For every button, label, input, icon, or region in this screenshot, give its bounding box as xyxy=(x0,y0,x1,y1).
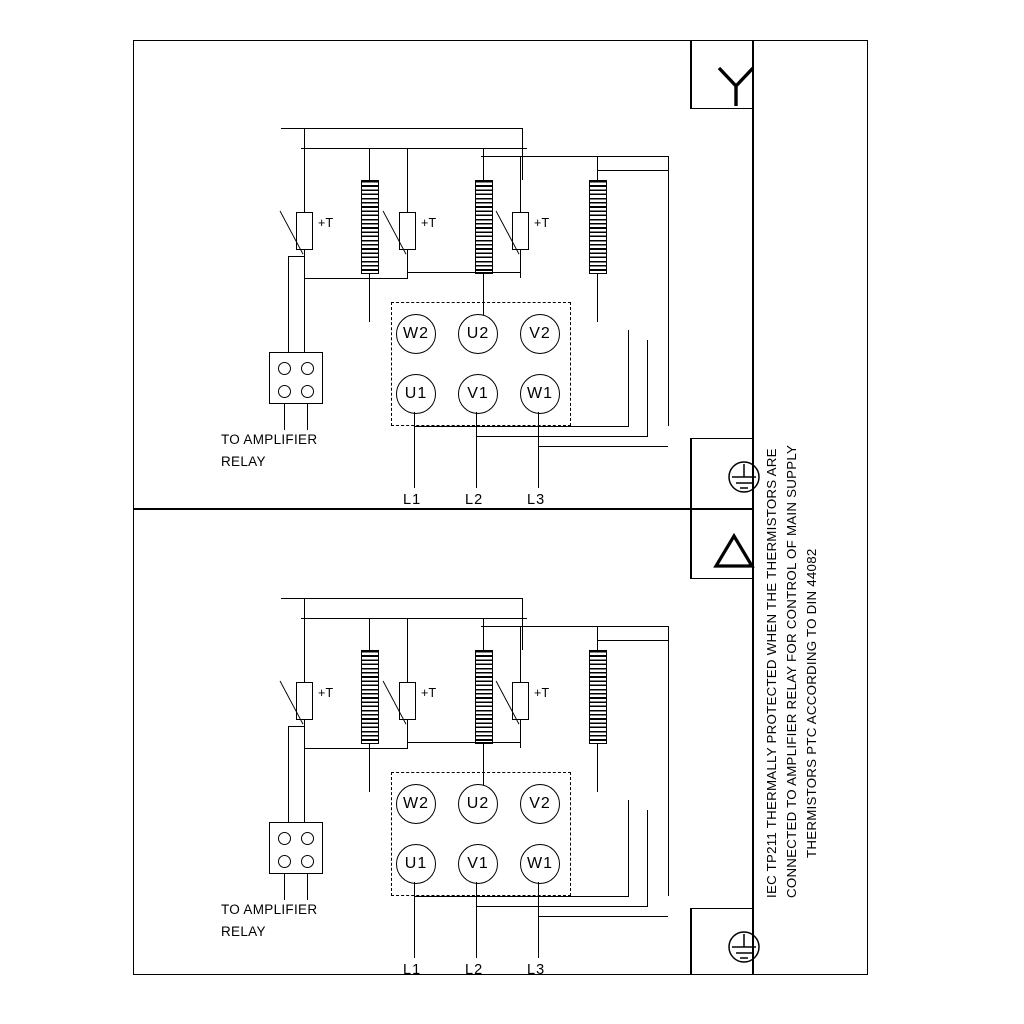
coil-v xyxy=(589,180,607,274)
connbox-lead-1 xyxy=(284,404,285,430)
phase-return-3 xyxy=(538,446,668,447)
therm-return-h xyxy=(288,256,304,257)
wye-symbol xyxy=(713,62,759,108)
feeder-3-h xyxy=(369,148,483,149)
feeder-1-h xyxy=(281,598,523,599)
feeder-1-v xyxy=(522,598,523,650)
therm-link-12 xyxy=(304,278,408,279)
thermistor-1 xyxy=(296,212,313,250)
terminal-u2: U2 xyxy=(458,784,498,824)
terminal-v2: V2 xyxy=(520,784,560,824)
therm-1-bottom-wire xyxy=(304,720,305,830)
feeder-4-v xyxy=(668,156,669,426)
connector-dot-1 xyxy=(278,362,291,375)
connector-dot-4 xyxy=(301,385,314,398)
note-line-3: THERMISTORS PTC ACCORDING TO DIN 44082 xyxy=(804,548,819,858)
thermistor-3-label: +T xyxy=(534,216,550,230)
feeder-2-v xyxy=(369,618,370,650)
terminal-u2: U2 xyxy=(458,314,498,354)
feeder-5-v xyxy=(597,156,598,180)
connbox-lead-2 xyxy=(307,404,308,430)
terminal-u1: U1 xyxy=(396,844,436,884)
phase-return-1 xyxy=(414,896,629,897)
connbox-lead-1 xyxy=(284,874,285,900)
terminal-v1: V1 xyxy=(458,374,498,414)
thermistor-3 xyxy=(512,682,529,720)
note-line-2: CONNECTED TO AMPLIFIER RELAY FOR CONTROL OF MAIN SUPPLY xyxy=(784,444,799,898)
coil-v xyxy=(589,650,607,744)
terminal-v2: V2 xyxy=(520,314,560,354)
coil-v-lead xyxy=(597,274,598,322)
connbox-lead-2 xyxy=(307,874,308,900)
therm-2-top-wire xyxy=(407,618,408,682)
delta-symbol xyxy=(713,532,755,570)
feeder-3-v xyxy=(483,618,484,650)
feeder-6-h xyxy=(597,170,669,171)
phase-l1-wire xyxy=(414,412,415,488)
therm-link-23 xyxy=(407,272,521,273)
feeder-6-h xyxy=(597,640,669,641)
feeder-3-h xyxy=(369,618,483,619)
column-divider xyxy=(752,40,754,975)
thermistor-3-label: +T xyxy=(534,686,550,700)
thermistor-2 xyxy=(399,682,416,720)
feeder-1-v xyxy=(522,128,523,180)
phase-label-l1: L1 xyxy=(403,962,422,978)
phase-return-2 xyxy=(476,436,648,437)
thermistor-1 xyxy=(296,682,313,720)
coil-v-lead xyxy=(597,744,598,792)
phase-l1-wire xyxy=(414,882,415,958)
terminal-v1: V1 xyxy=(458,844,498,884)
amplifier-connection-box xyxy=(269,352,323,404)
connector-dot-4 xyxy=(301,855,314,868)
terminal-w2: W2 xyxy=(396,784,436,824)
phase-return-1-v xyxy=(628,800,629,896)
thermistor-2-label: +T xyxy=(421,216,437,230)
therm-return-wire xyxy=(288,256,289,360)
therm-link-23 xyxy=(407,742,521,743)
therm-3-bottom-wire xyxy=(520,250,521,278)
phase-return-1-v xyxy=(628,330,629,426)
terminal-w2: W2 xyxy=(396,314,436,354)
feeder-5-v xyxy=(597,626,598,650)
note-column xyxy=(756,40,868,975)
thermistor-2 xyxy=(399,212,416,250)
coil-w xyxy=(361,180,379,274)
therm-3-top-wire xyxy=(520,626,521,682)
terminal-w1: W1 xyxy=(520,374,560,414)
therm-1-top-wire xyxy=(304,598,305,682)
feeder-4-h xyxy=(481,156,669,157)
therm-2-bottom-wire xyxy=(407,720,408,748)
amplifier-connection-box xyxy=(269,822,323,874)
therm-2-bottom-wire xyxy=(407,250,408,278)
feeder-1-h xyxy=(281,128,523,129)
phase-l2-wire xyxy=(476,412,477,488)
coil-u xyxy=(475,650,493,744)
feeder-3-v xyxy=(483,148,484,180)
therm-1-bottom-wire xyxy=(304,250,305,360)
phase-label-l3: L3 xyxy=(527,962,546,978)
coil-u xyxy=(475,180,493,274)
therm-return-h xyxy=(288,726,304,727)
diagram-star xyxy=(133,40,752,508)
connector-dot-2 xyxy=(301,832,314,845)
therm-3-top-wire xyxy=(520,156,521,212)
coil-w xyxy=(361,650,379,744)
therm-return-wire xyxy=(288,726,289,830)
phase-l3-wire xyxy=(538,882,539,958)
coil-w-lead xyxy=(369,744,370,792)
connector-dot-1 xyxy=(278,832,291,845)
thermistor-1-label: +T xyxy=(318,686,334,700)
amplifier-label-line2: RELAY xyxy=(221,924,266,939)
amplifier-label-line1: TO AMPLIFIER xyxy=(221,902,318,917)
connector-dot-3 xyxy=(278,385,291,398)
amplifier-label-line1: TO AMPLIFIER xyxy=(221,432,318,447)
feeder-4-h xyxy=(481,626,669,627)
terminal-u1: U1 xyxy=(396,374,436,414)
thermistor-1-label: +T xyxy=(318,216,334,230)
phase-label-l2: L2 xyxy=(465,962,484,978)
feeder-4-v xyxy=(668,626,669,896)
phase-return-2-v xyxy=(647,340,648,436)
therm-2-top-wire xyxy=(407,148,408,212)
note-line-1: IEC TP211 THERMALLY PROTECTED WHEN THE THERMISTORS ARE xyxy=(764,448,779,898)
feeder-2-v xyxy=(369,148,370,180)
therm-link-12 xyxy=(304,748,408,749)
phase-label-l1: L1 xyxy=(403,492,422,508)
connector-dot-2 xyxy=(301,362,314,375)
phase-return-1 xyxy=(414,426,629,427)
amplifier-label-line2: RELAY xyxy=(221,454,266,469)
coil-w-lead xyxy=(369,274,370,322)
phase-label-l2: L2 xyxy=(465,492,484,508)
connector-dot-3 xyxy=(278,855,291,868)
thermistor-3 xyxy=(512,212,529,250)
phase-return-3 xyxy=(538,916,668,917)
phase-label-l3: L3 xyxy=(527,492,546,508)
phase-l3-wire xyxy=(538,412,539,488)
phase-return-2 xyxy=(476,906,648,907)
therm-1-top-wire xyxy=(304,128,305,212)
therm-3-bottom-wire xyxy=(520,720,521,748)
diagram-delta xyxy=(133,510,752,978)
terminal-w1: W1 xyxy=(520,844,560,884)
phase-l2-wire xyxy=(476,882,477,958)
phase-return-2-v xyxy=(647,810,648,906)
thermistor-2-label: +T xyxy=(421,686,437,700)
